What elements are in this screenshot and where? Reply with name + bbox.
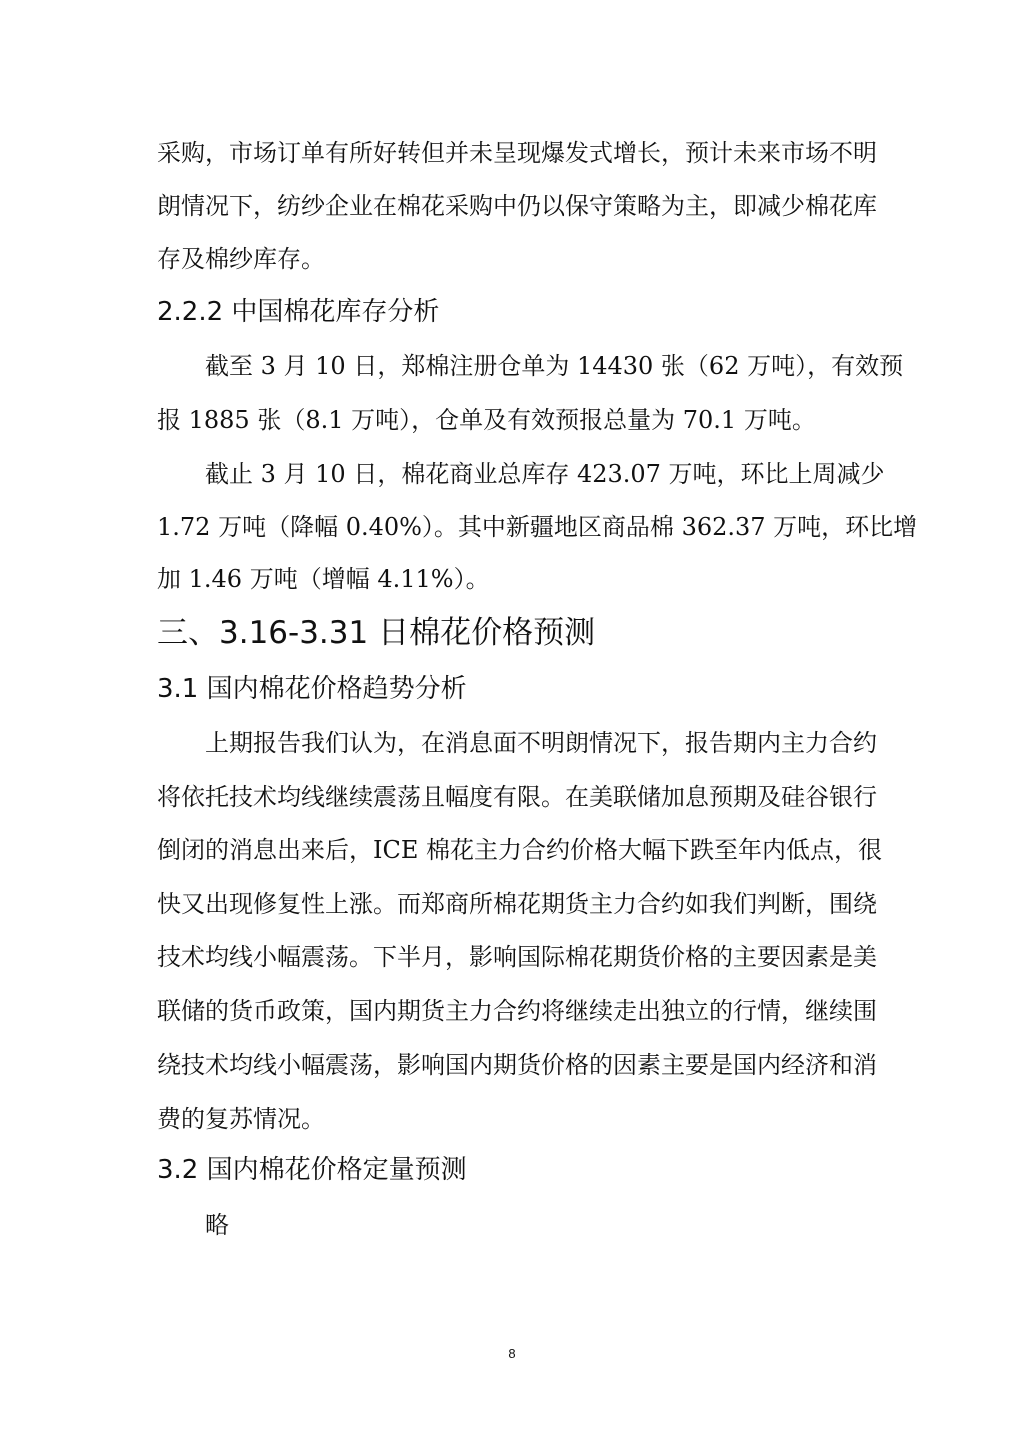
section-heading-2-2-2: 2.2.2 中国棉花库存分析 xyxy=(157,297,440,327)
page-number: 8 xyxy=(508,1346,516,1361)
paragraph-4-line-8: 费的复苏情况。 xyxy=(157,1105,325,1133)
paragraph-4-line-5: 技术均线小幅震荡。下半月，影响国际棉花期货价格的主要因素是美 xyxy=(157,943,877,971)
paragraph-3-line-3: 加 1.46 万吨（增幅 4.11%）。 xyxy=(157,565,490,593)
paragraph-2-line-2: 报 1885 张（8.1 万吨），仓单及有效预报总量为 70.1 万吨。 xyxy=(157,406,816,434)
paragraph-1-line-3: 存及棉纱库存。 xyxy=(157,245,325,273)
paragraph-1-line-1: 采购，市场订单有所好转但并未呈现爆发式增长，预计未来市场不明 xyxy=(157,139,877,167)
paragraph-3-line-2: 1.72 万吨（降幅 0.40%）。其中新疆地区商品棉 362.37 万吨，环比增 xyxy=(157,513,918,541)
section-heading-3-2: 3.2 国内棉花价格定量预测 xyxy=(157,1155,467,1185)
paragraph-4-line-1: 上期报告我们认为，在消息面不明朗情况下，报告期内主力合约 xyxy=(205,729,877,757)
paragraph-4-line-3: 倒闭的消息出来后，ICE 棉花主力合约价格大幅下跌至年内低点，很 xyxy=(157,836,882,864)
paragraph-2-line-1: 截至 3 月 10 日，郑棉注册仓单为 14430 张（62 万吨），有效预 xyxy=(205,352,904,380)
paragraph-1-line-2: 朗情况下，纺纱企业在棉花采购中仍以保守策略为主，即减少棉花库 xyxy=(157,192,877,220)
paragraph-4-line-4: 快又出现修复性上涨。而郑商所棉花期货主力合约如我们判断，围绕 xyxy=(157,890,877,918)
paragraph-4-line-2: 将依托技术均线继续震荡且幅度有限。在美联储加息预期及硅谷银行 xyxy=(157,783,877,811)
paragraph-4-line-7: 绕技术均线小幅震荡，影响国内期货价格的因素主要是国内经济和消 xyxy=(157,1051,877,1079)
chapter-heading-3: 三、3.16-3.31 日棉花价格预测 xyxy=(157,615,596,651)
paragraph-3-line-1: 截止 3 月 10 日，棉花商业总库存 423.07 万吨，环比上周减少 xyxy=(205,460,885,488)
paragraph-4-line-6: 联储的货币政策，国内期货主力合约将继续走出独立的行情，继续围 xyxy=(157,997,877,1025)
section-heading-3-1: 3.1 国内棉花价格趋势分析 xyxy=(157,674,467,704)
paragraph-5: 略 xyxy=(205,1211,229,1239)
